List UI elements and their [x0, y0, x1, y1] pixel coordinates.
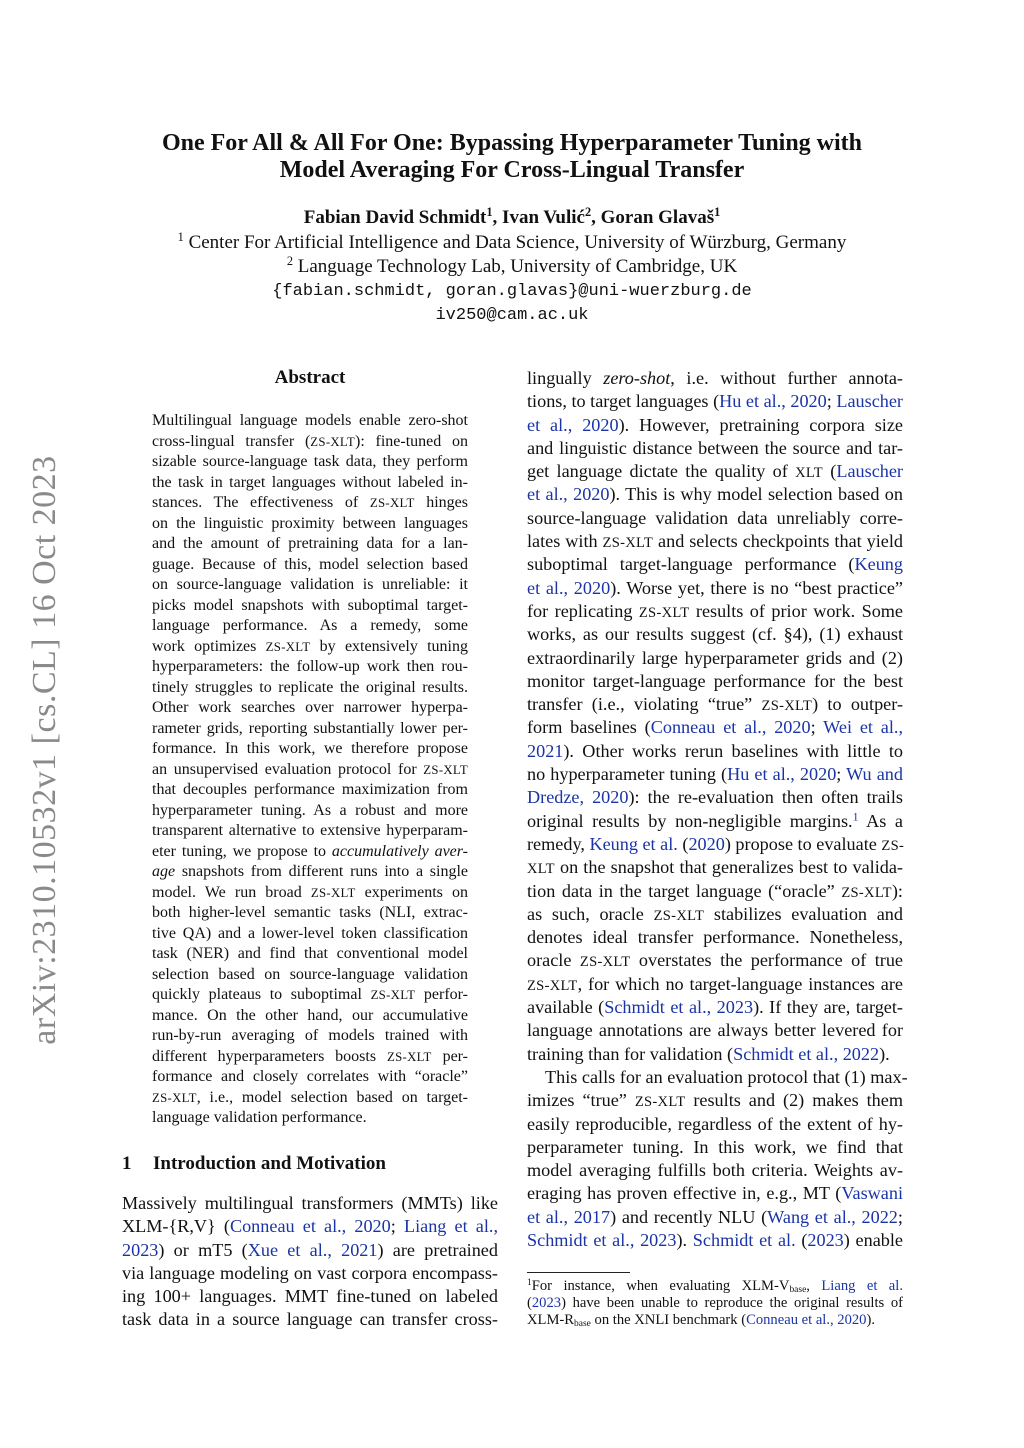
- text-span: ): fine-tuned on: [355, 432, 468, 450]
- affiliation-text: Language Technology Lab, University of Cambridge, UK: [297, 256, 738, 277]
- emphasis-text: age: [152, 863, 176, 880]
- text-line: [527, 1113, 903, 1136]
- affiliation-number: 1: [177, 230, 184, 245]
- text-line: [152, 411, 468, 432]
- text-span: experiments on: [355, 883, 468, 901]
- citation-link[interactable]: Keung et al.: [589, 833, 678, 854]
- text-span: model. We run broad: [152, 883, 311, 901]
- text-span: formance and closely correlates with “oracle”: [152, 1068, 468, 1085]
- text-line: [527, 786, 903, 809]
- text-line: [152, 719, 468, 740]
- text-line: [152, 1088, 468, 1109]
- acronym-smallcaps: ZS-XLT: [310, 885, 356, 900]
- text-span: selection based on source-language validation: [152, 965, 468, 983]
- emphasis-text: accumulatively aver-: [331, 842, 469, 860]
- text-span: and the amount of pretraining data for a lan-: [152, 535, 468, 552]
- text-span: easily reproducible, regardless of the extent of hy-: [527, 1113, 903, 1134]
- text-line: [152, 534, 468, 555]
- text-line: [527, 1159, 903, 1182]
- text-span: ) have been unable to reproduce the original results of: [561, 1295, 903, 1311]
- text-line: [152, 493, 468, 514]
- affiliation-number: 2: [286, 254, 293, 269]
- text-span: transfer (i.e., violating “true”: [527, 694, 762, 715]
- text-span: cross-lingual transfer (: [152, 432, 311, 450]
- text-line: [527, 460, 903, 483]
- citation-link[interactable]: Conneau et al., 2020: [746, 1312, 867, 1328]
- text-span: ;: [390, 1216, 404, 1237]
- text-span: ).: [676, 1229, 693, 1250]
- acronym-smallcaps: ZS-XLT: [653, 907, 705, 924]
- text-span: Multilingual language models enable zero-shot: [152, 412, 468, 429]
- text-span: guage. Because of this, model selection based: [152, 555, 468, 573]
- text-span: monitor target-language performance for the best: [527, 670, 903, 691]
- text-line: [527, 740, 903, 763]
- text-line: [152, 575, 468, 596]
- citation-link[interactable]: Conneau et al., 2020: [229, 1216, 391, 1237]
- text-span: imizes “true”: [527, 1090, 635, 1111]
- text-span: task data in a source language can transfer cross-: [122, 1309, 498, 1330]
- paragraph: [527, 1066, 908, 1252]
- text-span: original results by non-negligible margins.: [527, 810, 853, 831]
- text-span: transparent alternative to extensive hyperparam-: [152, 822, 468, 839]
- text-span: results and (2) makes them: [685, 1090, 903, 1111]
- text-line: [152, 1026, 468, 1047]
- text-span: on the snapshot that generalizes best to valida-: [554, 857, 903, 878]
- email-line-1: {fabian.schmidt, goran.glavas}@uni-wuerzburg.de: [272, 282, 752, 301]
- text-line: [122, 1308, 498, 1331]
- text-line: [152, 596, 468, 617]
- text-line: [527, 693, 903, 716]
- text-span: remedy,: [527, 833, 590, 854]
- text-line: [527, 833, 903, 856]
- text-line: [152, 903, 468, 924]
- citation-link[interactable]: et al., 2020: [527, 484, 610, 505]
- citation-link[interactable]: et al., 2017: [527, 1206, 611, 1227]
- text-span: ing 100+ languages. MMT fine-tuned on labeled: [122, 1286, 498, 1307]
- affiliation-2: [0, 256, 1024, 278]
- text-span: on the linguistic proximity between languages: [152, 514, 468, 532]
- text-span: Other work searches over narrower hyperpa-: [152, 699, 468, 716]
- text-span: oracle: [527, 950, 580, 971]
- footnote: [527, 1278, 903, 1329]
- text-span: ). Worse yet, there is no “best practice”: [610, 577, 903, 598]
- text-span: ) propose to evaluate: [724, 833, 882, 854]
- text-span: form baselines (: [527, 717, 651, 738]
- text-span: ). However, pretraining corpora size: [618, 414, 903, 435]
- text-span: (: [822, 461, 837, 482]
- acronym-smallcaps: ZS-XLT: [310, 434, 355, 449]
- text-line: [152, 1047, 468, 1068]
- text-span: tions, to target languages (: [527, 391, 720, 412]
- author-list: Fabian David Schmidt$^1$, Ivan Vulić$^2$, Goran Glavaš$^1$: [303, 205, 721, 228]
- citation-link[interactable]: Lauscher: [836, 461, 903, 482]
- text-line: [527, 810, 903, 833]
- text-span: available (: [527, 997, 605, 1018]
- text-line: [527, 903, 903, 926]
- citation-link[interactable]: et al., 2020: [527, 414, 619, 435]
- text-span: language validation performance.: [152, 1109, 367, 1126]
- text-span: sizable source-language task data, they perform: [152, 453, 468, 470]
- text-span: stances. The effectiveness of: [152, 494, 370, 511]
- text-line: [527, 623, 903, 646]
- text-span: denotes ideal transfer performance. Nonetheless,: [527, 927, 903, 948]
- title-line-2: Model Averaging For Cross-Lingual Transfer: [279, 157, 745, 183]
- text-line: [527, 1206, 903, 1229]
- text-line: [152, 432, 468, 453]
- text-span: per-: [431, 1047, 468, 1065]
- text-span: ). If they are, target-: [753, 997, 903, 1018]
- text-span: ).: [866, 1312, 875, 1328]
- text-span: stabilizes evaluation and: [704, 903, 903, 924]
- text-span: ): the re-evaluation then often trails: [628, 787, 903, 808]
- text-line: [527, 670, 903, 693]
- text-span: rameter grids, reporting substantially lower per-: [152, 719, 468, 737]
- text-span: get language dictate the quality of: [527, 461, 796, 482]
- email-line-2: iv250@cam.ac.uk: [435, 306, 589, 325]
- abstract-heading: Abstract: [274, 367, 346, 388]
- text-span: ):: [891, 880, 903, 901]
- citation-link[interactable]: Wei et al.,: [823, 717, 903, 738]
- text-line: [527, 437, 903, 460]
- text-span: tive QA) and a lower-level token classification: [152, 924, 468, 942]
- paragraph: [527, 367, 903, 1066]
- text-line: [152, 473, 468, 494]
- text-line: [152, 842, 468, 863]
- text-span: , i.e., model selection based on target-: [196, 1088, 468, 1106]
- text-line: [527, 973, 903, 996]
- citation-link[interactable]: Hu et al., 2020: [719, 391, 827, 412]
- text-span: lates with: [527, 531, 603, 552]
- footnote-divider: [527, 1272, 630, 1273]
- author-affiliation-mark: 1: [714, 205, 721, 220]
- text-line: [122, 1215, 498, 1238]
- citation-link[interactable]: Xue et al., 2021: [247, 1239, 378, 1260]
- text-line: [152, 862, 468, 883]
- citation-link[interactable]: Dredze, 2020: [527, 787, 629, 808]
- acronym-smallcaps: ZS-XLT: [265, 639, 311, 654]
- acronym-smallcaps: ZS-XLT: [370, 988, 416, 1002]
- arxiv-identifier-stamp: arXiv:2310.10532v1 [cs.CL] 16 Oct 2023: [26, 455, 63, 1045]
- citation-link[interactable]: Lauscher: [836, 391, 903, 412]
- text-span: hyperparameters: the follow-up work then rou-: [152, 658, 468, 675]
- text-span: for replicating: [527, 600, 639, 621]
- text-span: mance. On the other hand, our accumulative: [152, 1006, 468, 1024]
- text-span: run-by-run averaging of models trained with: [152, 1027, 468, 1044]
- text-line: [527, 1019, 903, 1042]
- author-affiliation-mark: 1: [486, 205, 493, 220]
- acronym-smallcaps: XLT: [795, 465, 823, 482]
- text-span: an unsupervised evaluation protocol for: [152, 760, 424, 778]
- text-span: suboptimal target-language performance (: [527, 554, 855, 575]
- text-span: as such, oracle: [527, 903, 654, 924]
- text-line: [527, 530, 903, 553]
- acronym-smallcaps: XLT: [527, 861, 555, 878]
- text-span: ) or mT5 (: [158, 1239, 248, 1260]
- citation-link[interactable]: Liang et al.,: [403, 1216, 498, 1237]
- text-span: XLM-R: [527, 1312, 575, 1328]
- text-span: language annotations are always better levered for: [527, 1020, 903, 1041]
- acronym-smallcaps: ZS-XLT: [369, 496, 415, 510]
- citation-link[interactable]: 2023: [807, 1229, 844, 1250]
- text-line: [152, 657, 468, 678]
- citation-link[interactable]: 2023: [122, 1239, 159, 1260]
- paper-title: [0, 130, 1024, 184]
- text-span: , for which no target-language instances are: [577, 973, 903, 994]
- citation-link[interactable]: Schmidt et al., 2023: [527, 1229, 677, 1250]
- text-span: tion data in the target language (“oracle”: [527, 880, 842, 901]
- text-line: [152, 780, 468, 801]
- text-span: ;: [836, 764, 847, 785]
- text-line: [527, 1182, 903, 1205]
- text-span: on source-language validation is unreliable: it: [152, 576, 468, 593]
- citation-link[interactable]: Hu et al., 2020: [727, 764, 837, 785]
- text-span: quickly plateaus to suboptimal: [152, 986, 371, 1003]
- text-span: overstates the performance of true: [630, 950, 904, 971]
- text-span: perparameter tuning. In this work, we find that: [527, 1136, 903, 1157]
- emphasis-text: zero-shot: [603, 368, 671, 388]
- text-line: [527, 507, 903, 530]
- acronym-smallcaps: ZS-XLT: [152, 1090, 197, 1105]
- footnote-mark: 1: [527, 1277, 532, 1288]
- acronym-smallcaps: ZS-XLT: [423, 762, 468, 777]
- citation-link[interactable]: 2023: [531, 1295, 562, 1311]
- text-line: [527, 1229, 903, 1252]
- text-line: [152, 555, 468, 576]
- text-line: [152, 985, 468, 1006]
- text-span: lingually: [527, 368, 604, 388]
- intro-left-column: [122, 1192, 498, 1332]
- citation-link[interactable]: 2020: [688, 833, 725, 854]
- text-line: [527, 647, 903, 670]
- text-span: , i.e. without further annota-: [670, 368, 903, 388]
- text-line: [527, 996, 903, 1019]
- text-span: eter tuning, we propose to: [152, 842, 332, 860]
- text-line: [122, 1239, 498, 1262]
- acronym-smallcaps: ZS-XLT: [386, 1049, 432, 1064]
- text-span: This calls for an evaluation protocol that (1) max-: [545, 1066, 908, 1087]
- text-span: source-language validation data unreliably corre-: [527, 507, 903, 528]
- text-line: [152, 1067, 468, 1088]
- text-span: training than for validation (: [527, 1043, 734, 1064]
- text-line: [527, 880, 903, 903]
- author-affiliation-mark: 2: [584, 205, 592, 220]
- text-line: [527, 390, 903, 413]
- citation-link[interactable]: 2021: [527, 740, 564, 761]
- text-span: work optimizes: [152, 637, 266, 655]
- acronym-smallcaps: ZS-XLT: [761, 698, 813, 715]
- text-line: [152, 944, 468, 965]
- text-line: [152, 1006, 468, 1027]
- citation-link[interactable]: Schmidt et al.: [692, 1229, 796, 1250]
- text-span: and linguistic distance between the source and tar-: [527, 437, 903, 458]
- author-name: Fabian David Schmidt: [303, 207, 487, 228]
- subscript-text: base: [789, 1284, 807, 1295]
- text-span: works, as our results suggest (cf. §4), (1) exhaust: [527, 624, 903, 645]
- text-span: language performance. As a remedy, some: [152, 617, 468, 634]
- text-line: [122, 1262, 498, 1285]
- text-span: task (NER) and find that conventional model: [152, 945, 468, 962]
- text-span: different hyperparameters boosts: [152, 1047, 387, 1065]
- text-span: tinely struggles to replicate the original results.: [152, 678, 468, 696]
- text-line: [527, 1089, 903, 1112]
- citation-link[interactable]: Keung: [854, 554, 903, 575]
- text-line: [152, 1108, 468, 1129]
- text-span: ) to outper-: [812, 694, 903, 715]
- text-span: ;: [810, 717, 824, 738]
- text-span: model averaging fulfills both criteria. Weights av-: [527, 1160, 903, 1181]
- text-line: [527, 1066, 908, 1089]
- text-line: [152, 883, 468, 904]
- text-span: hinges: [414, 494, 468, 511]
- text-line: [152, 821, 468, 842]
- text-line: [527, 926, 903, 949]
- text-span: no hyperparameter tuning (: [527, 764, 728, 785]
- text-line: [122, 1285, 498, 1308]
- text-span: ). This is why model selection based on: [609, 484, 903, 505]
- text-line: [527, 716, 903, 739]
- text-line: [527, 553, 903, 576]
- text-line: [152, 698, 468, 719]
- text-line: [152, 965, 468, 986]
- text-line: [527, 1312, 903, 1329]
- subscript-text: base: [574, 1318, 591, 1329]
- affiliation-text: Center For Artificial Intelligence and Data Science, University of Würzburg, Germany: [188, 232, 847, 253]
- text-line: [152, 637, 468, 658]
- text-span: (: [795, 1229, 808, 1250]
- text-line: [527, 949, 903, 972]
- intro-right-column: [527, 367, 908, 1252]
- author-name: Goran Glavaš: [600, 207, 715, 228]
- text-span: on the XNLI benchmark (: [590, 1312, 747, 1328]
- text-span: XLM-{R,V} (: [122, 1216, 230, 1237]
- text-span: Massively multilingual transformers (MMTs) like: [122, 1193, 498, 1213]
- section-number: 1: [122, 1153, 132, 1174]
- text-span: via language modeling on vast corpora encompass-: [122, 1262, 498, 1283]
- text-span: ;: [826, 391, 837, 412]
- text-line: [152, 801, 468, 822]
- text-span: the task in target languages without labeled in-: [152, 473, 468, 491]
- text-span: As a: [858, 810, 904, 831]
- text-line: [152, 760, 468, 781]
- text-line: [527, 856, 903, 879]
- text-line: [152, 739, 468, 760]
- text-line: [527, 600, 903, 623]
- text-line: [527, 1043, 903, 1066]
- text-span: results of prior work. Some: [689, 600, 904, 621]
- text-span: that decouples performance maximization from: [152, 781, 468, 798]
- text-span: (: [527, 1295, 532, 1311]
- acronym-smallcaps: ZS-XLT: [841, 884, 892, 901]
- citation-link[interactable]: Wang et al., 2022: [767, 1206, 898, 1227]
- text-line: [152, 514, 468, 535]
- section-heading: [122, 1153, 386, 1175]
- text-line: [527, 414, 903, 437]
- footnote-link[interactable]: 1: [852, 809, 859, 824]
- text-span: perfor-: [415, 986, 469, 1003]
- text-line: [527, 1136, 903, 1159]
- acronym-smallcaps: ZS-XLT: [602, 535, 654, 552]
- acronym-smallcaps: ZS-: [881, 837, 905, 854]
- text-span: snapshots from different runs into a single: [175, 863, 468, 880]
- citation-link[interactable]: Wu and: [846, 764, 903, 785]
- text-span: both higher-level semantic tasks (NLI, extrac-: [152, 904, 468, 921]
- text-span: eraging has proven effective in, e.g., MT (: [527, 1183, 842, 1204]
- text-span: ).: [879, 1043, 890, 1064]
- text-line: [527, 367, 903, 390]
- acronym-smallcaps: ZS-XLT: [638, 604, 690, 621]
- text-line: [527, 1278, 903, 1295]
- citation-link[interactable]: Schmidt et al., 2023: [604, 997, 754, 1018]
- section-title: Introduction and Motivation: [153, 1153, 386, 1174]
- citation-link[interactable]: Conneau et al., 2020: [650, 717, 811, 738]
- text-line: [152, 452, 468, 473]
- text-line: [122, 1192, 498, 1215]
- title-line-1: One For All & All For One: Bypassing Hyperparameter Tuning with: [161, 130, 863, 156]
- text-span: (: [677, 833, 689, 854]
- citation-link[interactable]: Vaswani: [841, 1183, 903, 1204]
- author-name: Ivan Vulić: [502, 207, 585, 228]
- acronym-smallcaps: ZS-XLT: [579, 954, 631, 971]
- text-span: picks model snapshots with suboptimal target-: [152, 596, 468, 614]
- text-span: extraordinarily large hyperparameter grids and (2): [527, 647, 903, 668]
- text-line: [152, 678, 468, 699]
- text-span: formance. In this work, we therefore propose: [152, 740, 468, 757]
- citation-link[interactable]: Schmidt et al., 2022: [733, 1043, 880, 1064]
- text-span: ;: [897, 1206, 903, 1227]
- acronym-smallcaps: ZS-XLT: [634, 1094, 686, 1111]
- text-span: ). Other works rerun baselines with little to: [563, 740, 903, 761]
- citation-link[interactable]: Liang et al.: [821, 1278, 903, 1294]
- affiliation-1: [0, 232, 1024, 254]
- abstract-body: [152, 411, 468, 1129]
- text-span: by extensively tuning: [310, 637, 468, 655]
- text-line: [527, 577, 903, 600]
- text-span: ) enable: [843, 1229, 903, 1250]
- text-line: [527, 483, 903, 506]
- text-span: and selects checkpoints that yield: [653, 531, 903, 552]
- text-span: ) and recently NLU (: [610, 1206, 768, 1227]
- text-line: [527, 763, 903, 786]
- text-span: ,: [806, 1278, 822, 1294]
- citation-link[interactable]: et al., 2020: [527, 577, 611, 598]
- acronym-smallcaps: ZS-XLT: [527, 977, 578, 994]
- text-line: [527, 1295, 903, 1312]
- text-span: For instance, when evaluating XLM-V: [531, 1278, 790, 1294]
- text-line: [152, 616, 468, 637]
- text-span: ) are pretrained: [377, 1239, 498, 1260]
- text-line: [152, 924, 468, 945]
- text-span: hyperparameter tuning. As a robust and more: [152, 801, 468, 819]
